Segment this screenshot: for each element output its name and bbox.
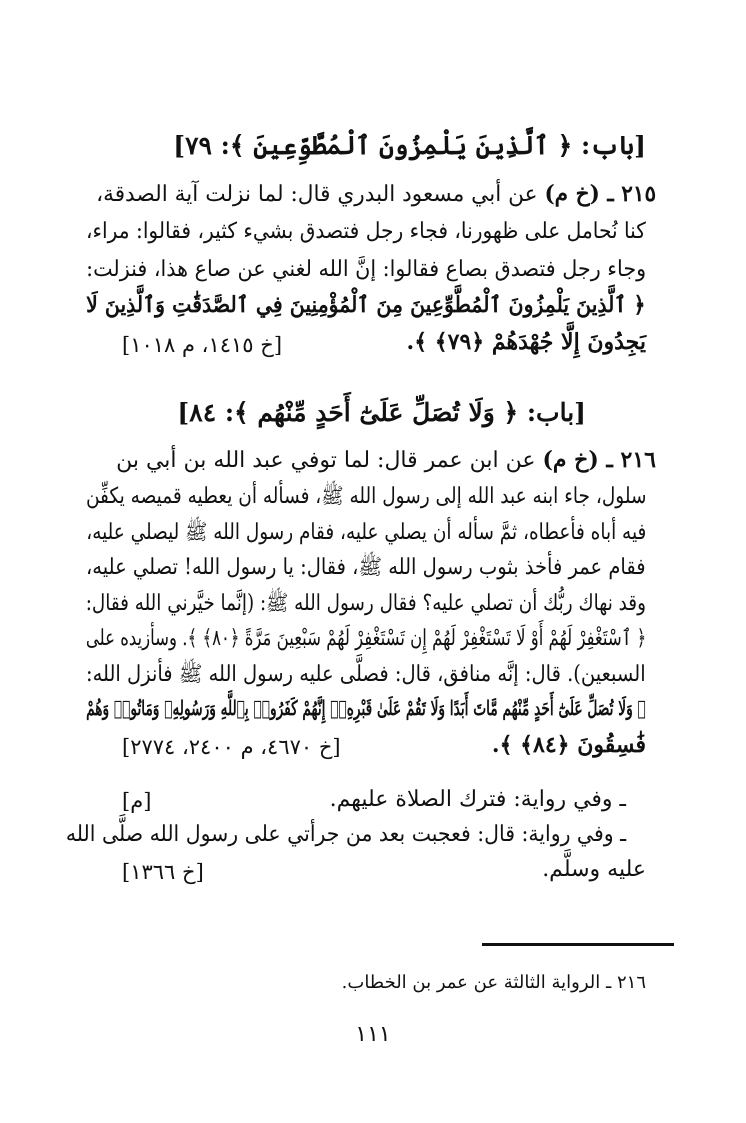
riwaya-1: ـ وفي رواية: فترك الصلاة عليهم. xyxy=(329,787,626,812)
riwaya-2-line-2: عليه وسلَّم. xyxy=(542,857,646,882)
hadith-215-line-3: وجاء رجل فتصدق بصاع فقالوا: إنَّ الله لغني عن صاع هذا، فنزلت: xyxy=(85,257,646,282)
hadith-215-verse-1: ﴿ ٱلَّذِينَ يَلْمِزُونَ ٱلْمُطَّوِّعِينَ مِنَ ٱلْمُؤْمِنِينَ فِي ٱلصَّدَقَٰتِ وَٱلَّذِينَ لَا xyxy=(86,292,646,318)
riwaya-2-line-1: ـ وفي رواية: قال: فعجبت بعد من جرأتي على رسول الله صلَّى الله xyxy=(65,822,626,847)
hadith-215-text-1: عن أبي مسعود البدري قال: لما نزلت آية الصدقة، xyxy=(95,182,538,207)
hadith-216-line-5: وقد نهاك ربُّك أن تصلي عليه؟ فقال رسول الله ﷺ: (إنَّما خيَّرني الله فقال: xyxy=(85,591,646,616)
hadith-215-line-1 xyxy=(96,183,656,206)
hadith-216-line-7: السبعين). قال: إنَّه منافق، قال: فصلَّى عليه رسول الله ﷺ فأنزل الله: xyxy=(86,662,646,687)
hadith-215-line-2: كنا نُحامل على ظهورنا، فجاء رجل فتصدق بشيء كثير، فقالوا: مراء، xyxy=(86,219,646,244)
riwaya-1-reference: [م] xyxy=(122,789,152,813)
hadith-216-line-1 xyxy=(116,449,656,472)
chapter-heading-84: [باب: ﴿ وَلَا تُصَلِّ عَلَىٰٓ أَحَدٍ مِّنْهُم ﴾: ٨٤] xyxy=(177,398,586,427)
page-number: ١١١ xyxy=(355,1022,391,1047)
hadith-216-line-3: فيه أباه فأعطاه، ثمَّ سأله أن يصلي عليه، فقام رسول الله ﷺ ليصلي عليه، xyxy=(85,520,646,545)
hadith-216-text-1: عن ابن عمر قال: لما توفي عبد الله بن أبي بن xyxy=(116,448,536,473)
hadith-216-line-2: سلول، جاء ابنه عبد الله إلى رسول الله ﷺ، فسأله أن يعطيه قميصه يكفِّن xyxy=(85,484,646,509)
hadith-215-reference: [خ ١٤١٥، م ١٠١٨] xyxy=(122,333,283,357)
hadith-216-verse-2: فَٰسِقُونَ ﴿٨٤﴾ ﴾. xyxy=(491,732,646,758)
chapter-heading-79: [باب: ﴿ ٱلَّذِينَ يَلْمِزُونَ ٱلْمُطَّوِّعِينَ ﴾: ٧٩] xyxy=(173,131,646,160)
hadith-216-line-6: ﴿ ٱسْتَغْفِرْ لَهُمْ أَوْ لَا تَسْتَغْفِرْ لَهُمْ إِن تَسْتَغْفِرْ لَهُمْ سَبْعِينَ مَرَّةً ﴿٨٠﴾ ﴾. وسأزيده على xyxy=(85,626,647,651)
footnote: ٢١٦ ـ الرواية الثالثة عن عمر بن الخطاب. xyxy=(341,972,646,993)
hadith-216-line-4: فقام عمر فأخذ بثوب رسول الله ﷺ، فقال: يا رسول الله! تصلي عليه، xyxy=(86,555,646,580)
hadith-215-verse-2: يَجِدُونَ إِلَّا جُهْدَهُمْ ﴿٧٩﴾ ﴾. xyxy=(406,329,646,355)
hadith-215-number: ٢١٥ ـ (خ م) xyxy=(544,181,656,207)
riwaya-2-reference: [خ ١٣٦٦] xyxy=(122,860,204,884)
hadith-216-verse-1: ﴿ وَلَا تُصَلِّ عَلَىٰٓ أَحَدٍ مِّنْهُم مَّاتَ أَبَدًا وَلَا تَقُمْ عَلَىٰ قَبْرِهِۦٓ إِنَّهُمْ كَفَرُوا۟ بِٱللَّهِ وَرَسُولِهِۦ وَمَاتُوا۟ وَهُمْ xyxy=(86,696,646,720)
hadith-216-number: ٢١٦ ـ (خ م) xyxy=(542,447,656,473)
footnote-separator xyxy=(482,943,674,946)
hadith-216-reference: [خ ٤٦٧٠، م ٢٤٠٠، ٢٧٧٤] xyxy=(122,735,341,759)
